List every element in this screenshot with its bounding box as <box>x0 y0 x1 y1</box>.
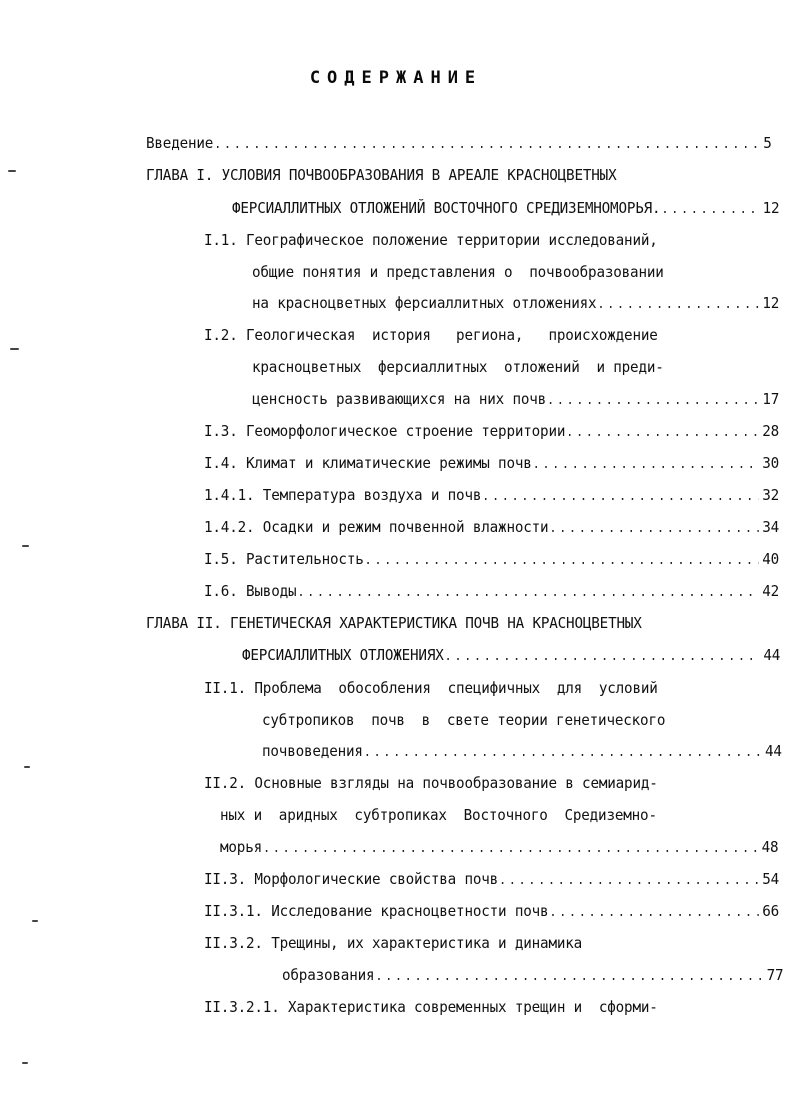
leader-dots <box>482 486 758 508</box>
toc-entry-text: I.3. Геоморфологическое строение территории <box>204 422 566 440</box>
toc-page-number: 17 <box>762 390 780 408</box>
toc-entry-text: II.3.1. Исследование красноцветности почв <box>204 902 549 920</box>
leader-dots <box>499 870 759 892</box>
toc-entry-text: почвоведения <box>262 742 363 760</box>
toc-page-number: 40 <box>762 550 779 568</box>
toc-entry-s2-3-2 <box>282 964 783 986</box>
toc-entry-line: красноцветных ферсиаллитных отложений и преди- <box>252 358 664 376</box>
toc-entry-s1-4-1 <box>204 484 779 506</box>
scan-speck <box>22 545 29 547</box>
toc-entry-line: II.3.2.1. Характеристика современных трещин и сформи- <box>204 998 658 1016</box>
toc-page-number: 32 <box>762 486 779 504</box>
toc-page-number: 66 <box>762 902 779 920</box>
scan-speck <box>10 348 19 350</box>
toc-entry-intro <box>146 132 772 154</box>
toc-entry-line: II.1. Проблема обособления специфичных для условий <box>204 679 658 697</box>
toc-page-number: 30 <box>762 454 779 472</box>
toc-entry-s1-4-2 <box>204 516 779 538</box>
toc-entry-s1-1 <box>252 292 779 314</box>
toc-page-number: 44 <box>763 646 781 664</box>
toc-page-number: 12 <box>762 199 780 217</box>
toc-entry-s1-4 <box>204 452 779 474</box>
toc-entry-line: II.3.2. Трещины, их характеристика и динамика <box>204 934 583 952</box>
leader-dots <box>364 742 762 764</box>
toc-entry-text: I.6. Выводы <box>204 582 297 600</box>
toc-entry-text: ФЕРСИАЛЛИТНЫХ ОТЛОЖЕНИЙ ВОСТОЧНОГО СРЕДИЗЕМНОМОРЬЯ. <box>232 199 661 217</box>
toc-entry-ch2 <box>242 644 780 666</box>
toc-entry-line: ных и аридных субтропиках Восточного Средиземно- <box>220 806 657 824</box>
chapter-2-heading: ГЛАВА II. ГЕНЕТИЧЕСКАЯ ХАРАКТЕРИСТИКА ПОЧВ НА КРАСНОЦВЕТНЫХ <box>146 614 642 632</box>
leader-dots <box>214 134 759 156</box>
toc-entry-text: на красноцветных ферсиаллитных отложениях <box>252 294 597 312</box>
toc-entry-s2-2 <box>220 836 778 858</box>
toc-entry-s2-3 <box>204 868 779 890</box>
scan-speck <box>8 170 16 172</box>
toc-entry-text: морья <box>220 838 263 856</box>
scan-speck <box>24 766 30 768</box>
toc-page-number: 34 <box>762 518 779 536</box>
leader-dots <box>549 902 758 924</box>
leader-dots <box>263 838 758 860</box>
leader-dots <box>547 390 759 412</box>
toc-entry-s1-5 <box>204 548 779 570</box>
leader-dots <box>445 646 760 668</box>
toc-page-number: 5 <box>763 134 772 152</box>
toc-entry-line: субтропиков почв в свете теории генетического <box>262 711 666 729</box>
toc-page-number: 12 <box>762 294 780 312</box>
toc-entry-text: ценсность развивающихся на них почв <box>252 390 547 408</box>
toc-entry-text: ФЕРСИАЛЛИТНЫХ ОТЛОЖЕНИЯХ <box>242 646 444 664</box>
toc-page-number: 42 <box>762 582 779 600</box>
leader-dots <box>365 550 759 572</box>
scan-speck <box>22 1062 28 1064</box>
toc-page-number: 48 <box>761 838 779 856</box>
toc-entry-text: I.5. Растительность <box>204 550 364 568</box>
toc-entry-text: 1.4.2. Осадки и режим почвенной влажности <box>204 518 549 536</box>
toc-page-number: 54 <box>762 870 779 888</box>
leader-dots <box>375 966 763 988</box>
chapter-1-heading: ГЛАВА I. УСЛОВИЯ ПОЧВООБРАЗОВАНИЯ В АРЕАЛЕ КРАСНОЦВЕТНЫХ <box>146 166 617 184</box>
toc-entry-text: II.3. Морфологические свойства почв <box>204 870 499 888</box>
toc-entry-line: I.1. Географическое положение территории исследований, <box>204 231 658 249</box>
leader-dots <box>597 294 758 316</box>
leader-dots <box>533 454 759 476</box>
toc-entry-line: II.2. Основные взгляды на почвообразование в семиарид- <box>204 774 658 792</box>
toc-entry-text: Введение <box>146 134 214 152</box>
leader-dots <box>549 518 758 540</box>
scan-speck <box>32 920 38 922</box>
leader-dots <box>297 582 758 604</box>
toc-entry-line: общие понятия и представления о почвообразовании <box>252 263 664 281</box>
toc-page-number: 77 <box>766 966 784 984</box>
toc-page-number: 44 <box>764 742 782 760</box>
toc-entry-s2-3-1 <box>204 900 779 922</box>
toc-entry-line: I.2. Геологическая история региона, происхождение <box>204 326 658 344</box>
toc-entry-text: 1.4.1. Температура воздуха и почв <box>204 486 482 504</box>
toc-entry-s1-3 <box>204 420 779 442</box>
toc-entry-s2-1 <box>262 740 782 762</box>
toc-page-number: 28 <box>762 422 779 440</box>
leader-dots <box>566 422 758 444</box>
toc-entry-s1-2 <box>252 388 779 410</box>
toc-entry-text: I.4. Климат и климатические режимы почв <box>204 454 532 472</box>
leader-dots <box>661 199 759 221</box>
toc-entry-ch1 <box>232 197 779 219</box>
page-title: СОДЕРЖАНИЕ <box>309 68 483 88</box>
toc-entry-s1-6 <box>204 580 779 602</box>
toc-entry-text: образования <box>282 966 375 984</box>
